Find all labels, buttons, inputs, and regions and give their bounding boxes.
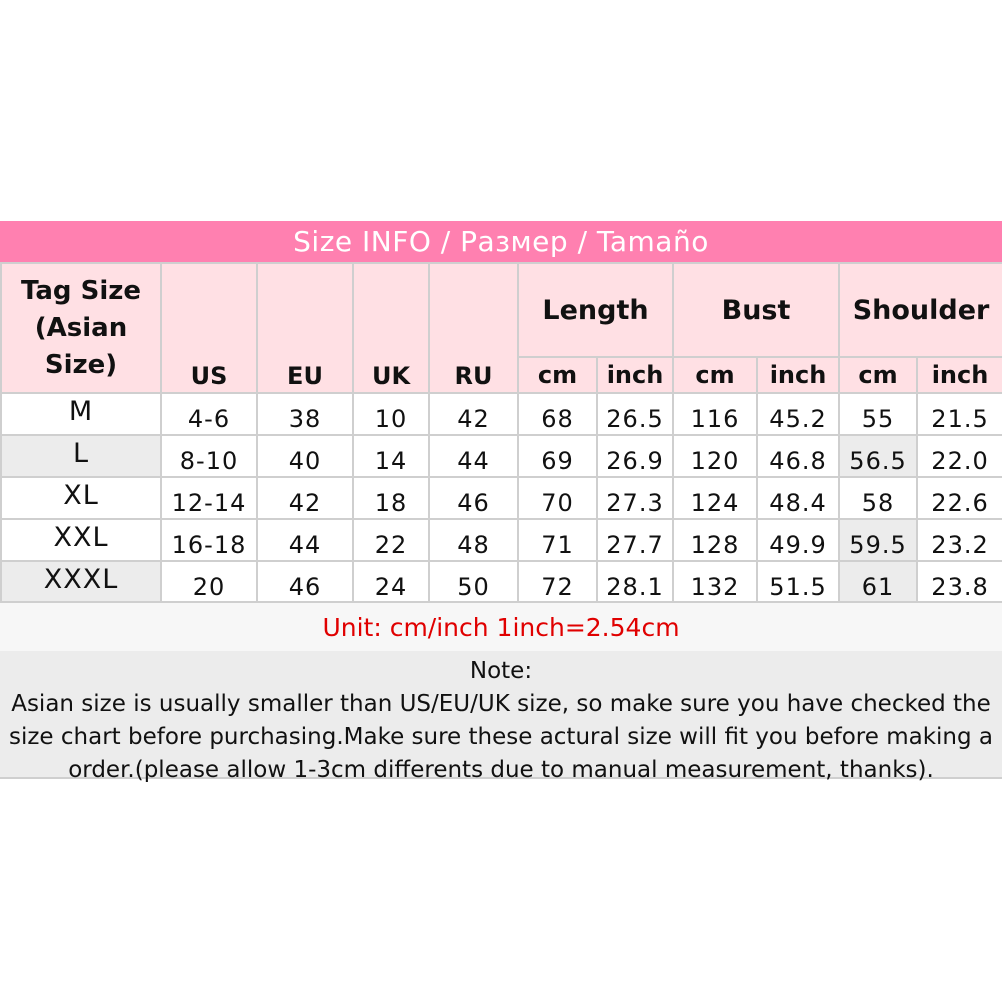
size-cell: XXL [1,519,161,561]
size-cell: M [1,393,161,435]
header-bust: Bust [673,263,839,357]
bust-inch-cell: 48.4 [757,477,839,519]
ru-cell: 42 [429,393,518,435]
us-cell: 8-10 [161,435,257,477]
length-inch-cell: 27.7 [597,519,673,561]
eu-cell: 38 [257,393,353,435]
length-inch-cell: 26.5 [597,393,673,435]
eu-cell: 46 [257,561,353,603]
header-bust-inch: inch [757,357,839,393]
shoulder-cm-cell: 55 [839,393,917,435]
shoulder-inch-cell: 21.5 [917,393,1002,435]
us-cell: 16-18 [161,519,257,561]
bust-inch-cell: 51.5 [757,561,839,603]
header-length: Length [518,263,673,357]
note-title: Note: [469,658,533,684]
bust-inch-cell: 49.9 [757,519,839,561]
ru-cell: 48 [429,519,518,561]
table-header-row [1,263,1002,357]
uk-cell: 10 [353,393,429,435]
header-ru: RU [429,263,518,393]
uk-cell: 22 [353,519,429,561]
length-cm-cell: 69 [518,435,597,477]
us-cell: 12-14 [161,477,257,519]
table-row [1,435,1002,477]
bust-cm-cell: 124 [673,477,757,519]
unit-note: Unit: cm/inch 1inch=2.54cm [0,601,1002,653]
table-row [1,393,1002,435]
header-eu: EU [257,263,353,393]
length-cm-cell: 71 [518,519,597,561]
table-row [1,519,1002,561]
header-us: US [161,263,257,393]
length-inch-cell: 27.3 [597,477,673,519]
header-length-inch: inch [597,357,673,393]
shoulder-inch-cell: 22.6 [917,477,1002,519]
eu-cell: 40 [257,435,353,477]
ru-cell: 50 [429,561,518,603]
uk-cell: 18 [353,477,429,519]
shoulder-cm-cell: 58 [839,477,917,519]
shoulder-cm-cell: 61 [839,561,917,603]
us-cell: 20 [161,561,257,603]
length-inch-cell: 28.1 [597,561,673,603]
uk-cell: 14 [353,435,429,477]
shoulder-cm-cell: 59.5 [839,519,917,561]
uk-cell: 24 [353,561,429,603]
ru-cell: 44 [429,435,518,477]
bust-inch-cell: 46.8 [757,435,839,477]
size-info-title: Size INFO / Размер / Tamaño [0,221,1002,262]
shoulder-cm-cell: 56.5 [839,435,917,477]
length-cm-cell: 68 [518,393,597,435]
header-shoulder-cm: cm [839,357,917,393]
bust-cm-cell: 116 [673,393,757,435]
length-cm-cell: 70 [518,477,597,519]
header-uk: UK [353,263,429,393]
ru-cell: 46 [429,477,518,519]
note-text: Asian size is usually smaller than US/EU/UK size, so make sure you have checked the size chart before purchasing.Make sure these actural size will fit you before making a order.(please allow 1-3cm differents due to manual measurement, thanks). [8,691,993,783]
header-shoulder-inch: inch [917,357,1002,393]
table-row [1,561,1002,603]
us-cell: 4-6 [161,393,257,435]
shoulder-inch-cell: 23.8 [917,561,1002,603]
size-cell: XXXL [1,561,161,603]
header-length-cm: cm [518,357,597,393]
header-shoulder: Shoulder [839,263,1002,357]
shoulder-inch-cell: 23.2 [917,519,1002,561]
header-tag-size: Tag Size (Asian Size) [1,263,161,393]
length-inch-cell: 26.9 [597,435,673,477]
length-cm-cell: 72 [518,561,597,603]
size-cell: L [1,435,161,477]
header-bust-cm: cm [673,357,757,393]
eu-cell: 42 [257,477,353,519]
size-cell: XL [1,477,161,519]
bust-cm-cell: 120 [673,435,757,477]
shoulder-inch-cell: 22.0 [917,435,1002,477]
note-box [0,651,1002,783]
bust-inch-cell: 45.2 [757,393,839,435]
size-chart-table [0,262,1002,604]
table-row [1,477,1002,519]
bust-cm-cell: 128 [673,519,757,561]
eu-cell: 44 [257,519,353,561]
bust-cm-cell: 132 [673,561,757,603]
